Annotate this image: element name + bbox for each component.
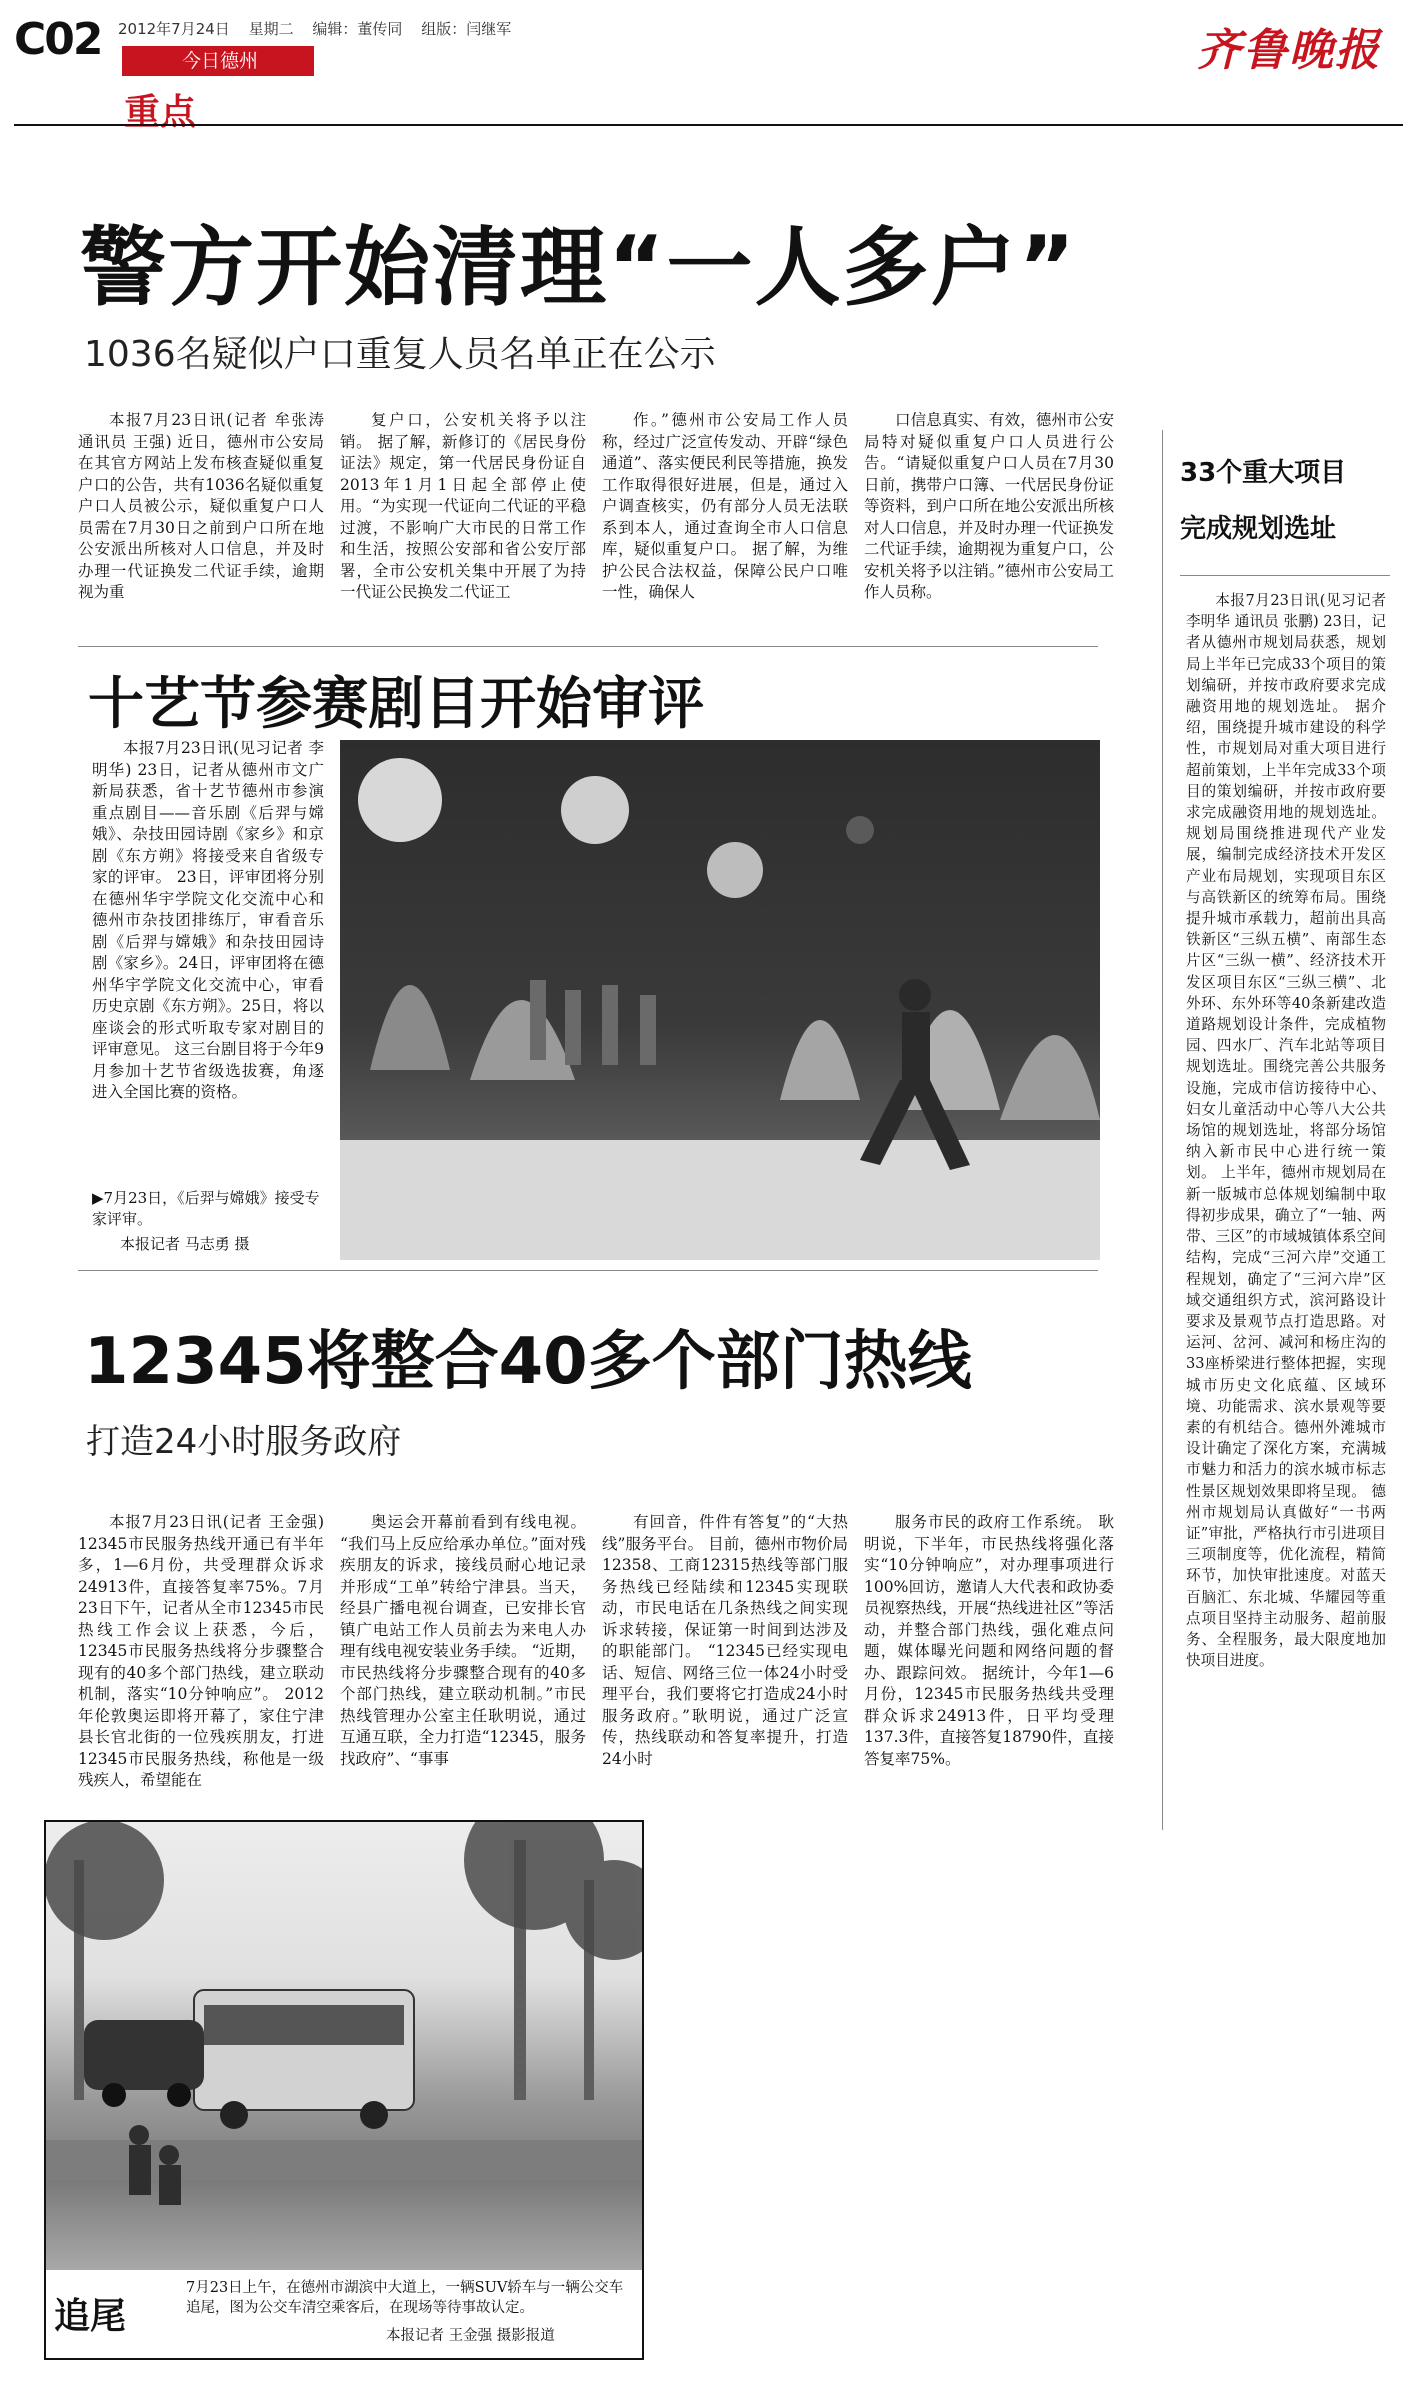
story2-body: 本报7月23日讯(见习记者 李明华) 23日，记者从德州市文广新局获悉，省十艺节德州市参演重点剧目——音乐剧《后羿与嫦娥》、杂技田园诗剧《家乡》和京剧《东方朔》将接受来自省级专家的评审。 23日，评审团将分别在德州华宇学院文化交流中心和德州市杂技团排练厅，审看音乐剧《后羿与嫦娥》和杂技田园诗剧《家乡》。24日，评审团将在德州华宇学院文化交流中心，审看历史京剧《东方朔》。25日，将以座谈会的形式听取专家对剧目的评审意见。 这三台剧目将于今年9月参加十艺节省级选拔赛，角逐进入全国比赛的资格。 bbox=[92, 739, 324, 1101]
page-header bbox=[0, 0, 1417, 133]
stage-scene-illustration bbox=[340, 740, 1100, 1260]
sidebar-divider bbox=[1162, 430, 1163, 1830]
story3-column-1: 本报7月23日讯(记者 王金强) 12345市民服务热线开通已有半年多，1—6月份，共受理群众诉求24913件，直接答复率75%。7月23日下午，记者从全市12345市民热线工作会议上获悉，今后，12345市民服务热线将分步骤整合现有的40多个部门热线，建立联动机制，落实“10分钟响应”。 2012年伦敦奥运即将开幕了，家住宁津县长官北街的一位残疾朋友，打进12345市民服务热线，称他是一级残疾人，希望能在 bbox=[78, 1513, 324, 1789]
story1-column-1: 本报7月23日讯(记者 牟张涛 通讯员 王强) 近日，德州市公安局在其官方网站上发布核查疑似重复户口的公告，共有1036名疑似重复户口人员被公示，疑似重复户口人员需在7月30日之前到户口所在地公安派出所核对人口信息，并及时办理一代证换发二代证手续，逾期视为重 bbox=[78, 411, 324, 601]
issue-date: 2012年7月24日 bbox=[118, 20, 230, 38]
photo-credit: 本报记者 王金强 摄影报道 bbox=[386, 2328, 555, 2344]
photo-caption: 7月23日上午，在德州市湖滨中大道上，一辆SUV轿车与一辆公交车追尾，图为公交车清空乘客后，在现场等待事故认定。 bbox=[186, 2280, 624, 2316]
section-label: 重点 bbox=[124, 92, 197, 133]
sidebar-body: 本报7月23日讯(见习记者 李明华 通讯员 张鹏) 23日，记者从德州市规划局获悉，规划局上半年已完成33个项目的策划编研，并按市政府要求完成融资用地的规划选址。 据介绍，围绕提升城市建设的科学性，市规划局对重大项目进行超前策划，上半年完成33个项目的策划编研，并按市政府要求完成融资用地的规划选址。规划局围绕推进现代产业发展，编制完成经济技术开发区产业布局规划，实现项目东区与高铁新区的统筹布局。围绕提升城市承载力，超前出具高铁新区“三纵五横”、南部生态片区“三纵一横”、经济技术开发区项目东区“三纵三横”、北外环、东外环等40条新建改造道路规划设计条件，完成植物园、四水厂、汽车北站等项目规划选址。围绕完善公共服务设施，完成市信访接待中心、妇女儿童活动中心等八大公共场馆的规划选址，将部分场馆纳入新市民中心进行统一策划。 上半年，德州市规划局在新一版城市总体规划编制中取得初步成果，确立了“一轴、两带、三区”的市域城镇体系空间结构，完成“三河六岸”交通工程规划，确定了“三河六岸”区域交通组织方式，滨河路设计要求及景观节点打造思路。对运河、岔河、减河和杨庄沟的33座桥梁进行整体把握，实现城市历史文化底蕴、区域环境、功能需求、滨水景观等要素的有机结合。德州外滩城市设计确定了深化方案，充满城市魅力和活力的滨水城市标志性景区规划效果即将呈现。 德州市规划局认真做好“一书两证”审批，严格执行市引进项目三项制度等，优化流程，精简环节，加快审批速度。对蓝天百脑汇、东北城、华耀园等重点项目坚持主动服务、超前服务、全程服务，最大限度地加快项目进度。 bbox=[1186, 592, 1386, 1670]
section-bar: 今日德州 bbox=[122, 46, 314, 76]
editor-credit: 编辑：董传同 bbox=[312, 20, 403, 38]
photo-title: 追尾 bbox=[54, 2296, 127, 2337]
story1-column-4: 口信息真实、有效，德州市公安局特对疑似重复户口人员进行公告。“请疑似重复户口人员在7月30日前，携带户口簿、一代居民身份证等资料，到户口所在地公安派出所核对人口信息，并及时办理一代证换发二代证手续，逾期视为重复户口，公安机关将予以注销。”德州市公安局工作人员称。 bbox=[864, 411, 1114, 601]
story2-photo-credit: 本报记者 马志勇 摄 bbox=[120, 1235, 250, 1253]
page-meta bbox=[118, 18, 525, 39]
story3-column-4: 服务市民的政府工作系统。 耿明说，下半年，市民热线将强化落实“10分钟响应”，对办理事项进行100%回访，邀请人大代表和政协委员视察热线，开展“热线进社区”等活动，并整合部门热线，强化难点问题，媒体曝光问题和网络问题的督办、跟踪问效。 据统计，今年1—6月份，12345市民服务热线共受理群众诉求24913件，日平均受理137.3件，直接答复18790件，直接答复率75%。 bbox=[864, 1513, 1114, 1768]
story3-headline: 12345将整合40多个部门热线 bbox=[84, 1325, 972, 1399]
header-rule bbox=[14, 124, 1403, 126]
story3-column-3: 有回音，件件有答复”的“大热线”服务平台。 目前，德州市物价局12358、工商12315热线等部门服务热线已经陆续和12345实现联动，市民电话在几条热线之间实现诉求转接，保证第一时间到达涉及的职能部门。 “12345已经实现电话、短信、网络三位一体24小时受理平台，我们要将它打造成24小时服务政府。”耿明说，通过广泛宣传，热线联动和答复率提升，打造24小时 bbox=[602, 1513, 848, 1768]
story2-bottom-rule bbox=[78, 1270, 1098, 1271]
photo-caption-band bbox=[46, 2270, 642, 2358]
story1-column-3: 作。”德州市公安局工作人员称，经过广泛宣传发动、开辟“绿色通道”、落实便民利民等措施，换发工作取得很好进展，但是，通过入户调查核实，仍有部分人员无法联系到本人，通过查询全市人口信息库，疑似重复户口。 据了解，为维护公民合法权益，保障公民户口唯一性，确保人 bbox=[602, 411, 848, 601]
sidebar-headline: 33个重大项目 完成规划选址 bbox=[1180, 458, 1347, 544]
story3-subhead: 打造24小时服务政府 bbox=[86, 1422, 402, 1462]
story2-photo-caption: ▶7月23日，《后羿与嫦娥》接受专家评审。 bbox=[92, 1189, 320, 1228]
story2-headline: 十艺节参赛剧目开始审评 bbox=[88, 672, 704, 737]
newspaper-masthead: 齐鲁晚报 bbox=[1197, 25, 1381, 76]
weekday: 星期二 bbox=[248, 20, 294, 38]
story1-column-2: 复户口，公安机关将予以注销。 据了解，新修订的《居民身份证法》规定，第一代居民身份证自2013年1月1日起全部停止使用。“为实现一代证向二代证的平稳过渡，不影响广大市民的日常工作和生活，按照公安部和省公安厅部署，全市公安机关集中开展了为持一代证公民换发二代证工 bbox=[340, 411, 586, 601]
story1-headline: 警方开始清理“一人多户” bbox=[80, 218, 1078, 318]
layout-credit: 组版：闫继军 bbox=[421, 20, 512, 38]
story3-column-2: 奥运会开幕前看到有线电视。 “我们马上反应给承办单位。”面对残疾朋友的诉求，接线员耐心地记录并形成“工单”转给宁津县。当天，经县广播电视台调查，已安排长官镇广电站工作人员前去为来电人办理有线电视安装业务手续。 “近期，市民热线将分步骤整合现有的40多个部门热线，建立联动机制。”市民热线管理办公室主任耿明说，通过互通互联，全力打造“12345，服务找政府”、“事事 bbox=[340, 1513, 586, 1768]
story1-subhead: 1036名疑似户口重复人员名单正在公示 bbox=[84, 334, 716, 375]
sidebar-headline-rule bbox=[1180, 575, 1390, 576]
story1-bottom-rule bbox=[78, 646, 1098, 647]
page-number: C02 bbox=[14, 14, 102, 65]
stage-performance-photo bbox=[340, 740, 1100, 1260]
